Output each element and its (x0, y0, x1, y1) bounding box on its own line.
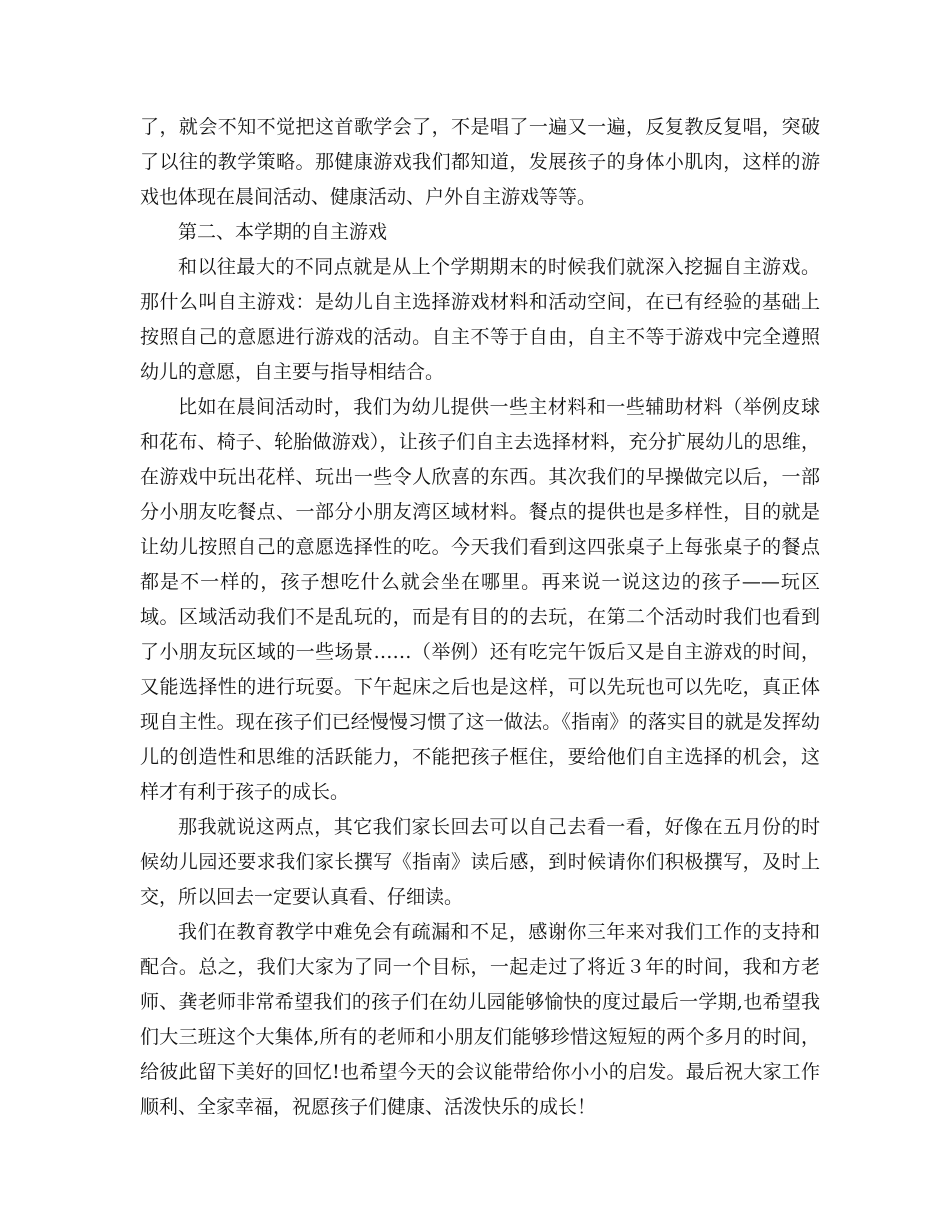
paragraph: 我们在教育教学中难免会有疏漏和不足，感谢你三年来对我们工作的支持和配合。总之，我们大家为了同一个目标，一起走过了将近３年的时间，我和方老师、龚老师非常希望我们的孩子们在幼儿园能够愉快的度过最后一学期,也希望我们大三班这个大集体,所有的老师和小朋友们能够珍惜这短短的两个多月的时间，给彼此留下美好的回忆!也希望今天的会议能带给你小小的启发。最后祝大家工作顺利、全家幸福，祝愿孩子们健康、活泼快乐的成长！ (140, 921, 820, 1118)
section-heading: 第二、本学期的自主游戏 (178, 221, 388, 243)
paragraph: 那我就说这两点，其它我们家长回去可以自己去看一看，好像在五月份的时候幼儿园还要求我们家长撰写《指南》读后感，到时候请你们积极撰写，及时上交，所以回去一定要认真看、仔细读。 (140, 816, 820, 908)
paragraph: 比如在晨间活动时，我们为幼儿提供一些主材料和一些辅助材料（举例皮球和花布、椅子、轮胎做游戏），让孩子们自主去选择材料，充分扩展幼儿的思维，在游戏中玩出花样、玩出一些令人欣喜的东西。其次我们的早操做完以后，一部分小朋友吃餐点、一部分小朋友湾区域材料。餐点的提供也是多样性，目的就是让幼儿按照自己的意愿选择性的吃。今天我们看到这四张桌子上每张桌子的餐点都是不一样的，孩子想吃什么就会坐在哪里。再来说一说这边的孩子——玩区域。区域活动我们不是乱玩的，而是有目的的去玩，在第二个活动时我们也看到了小朋友玩区域的一些场景……（举例）还有吃完午饭后又是自主游戏的时间，又能选择性的进行玩耍。下午起床之后也是这样，可以先玩也可以先吃，真正体现自主性。现在孩子们已经慢慢习惯了这一做法。《指南》的落实目的就是发挥幼儿的创造性和思维的活跃能力，不能把孩子框住，要给他们自主选择的机会，这样才有利于孩子的成长。 (140, 396, 820, 803)
document-page (140, 110, 820, 1125)
paragraph: 和以往最大的不同点就是从上个学期期末的时候我们就深入挖掘自主游戏。那什么叫自主游戏：是幼儿自主选择游戏材料和活动空间，在已有经验的基础上按照自己的意愿进行游戏的活动。自主不等于自由，自主不等于游戏中完全遵照幼儿的意愿，自主要与指导相结合。 (140, 256, 820, 383)
paragraph-continuation: 了，就会不知不觉把这首歌学会了，不是唱了一遍又一遍，反复教反复唱，突破了以往的教学策略。那健康游戏我们都知道，发展孩子的身体小肌肉，这样的游戏也体现在晨间活动、健康活动、户外自主游戏等等。 (140, 116, 820, 208)
